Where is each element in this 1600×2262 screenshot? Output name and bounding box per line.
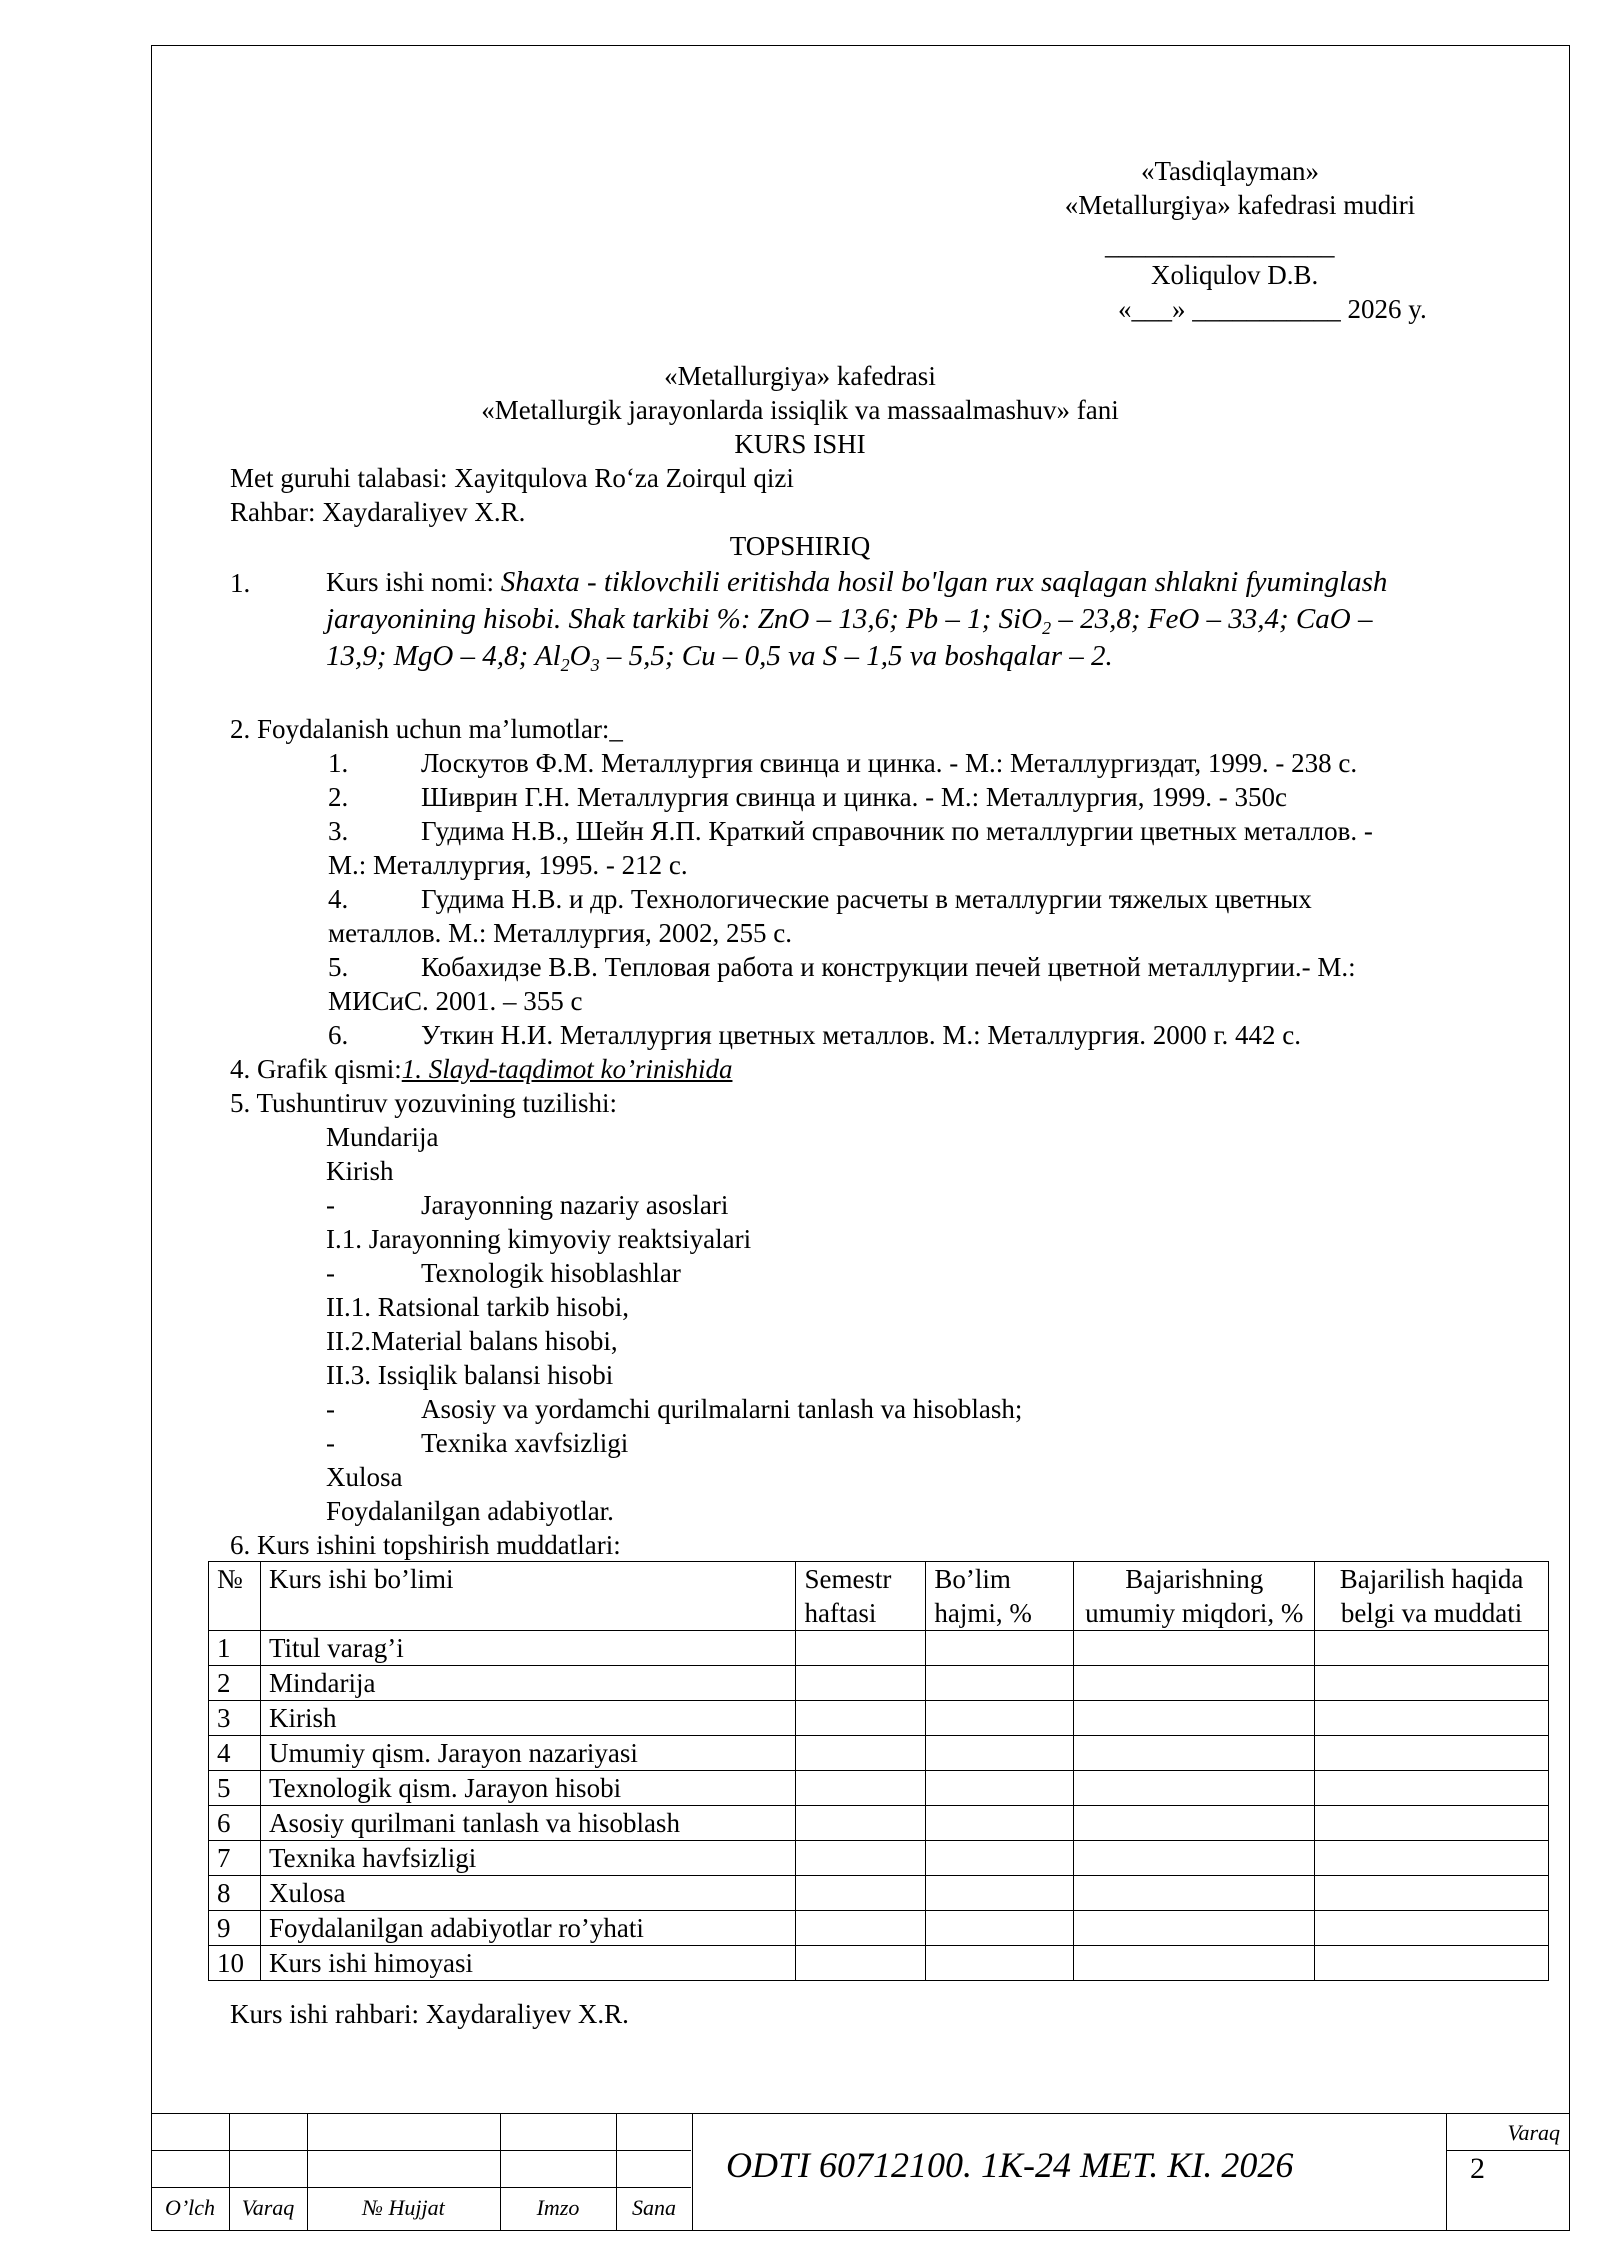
structure-item: II.2.Material balans hisobi, [326,1326,618,1356]
row-number: 10 [209,1946,261,1981]
row-section: Kirish [260,1701,795,1736]
grafik-value: 1. Slayd-taqdimot ko’rinishida [401,1054,733,1084]
ref-text: Гудима Н.В. и др. Технологические расчеты в металлургии тяжелых цветных [421,884,1312,914]
row-section: Xulosa [260,1876,795,1911]
structure-item: Mundarija [326,1122,439,1152]
ref-num: 4. [328,884,349,914]
table-row [209,1876,1549,1911]
structure-item: Asosiy va yordamchi qurilmalarni tanlash va hisoblash; [421,1394,1023,1424]
approval-date: «___» ___________ 2026 y. [1118,294,1427,324]
structure-item: Foydalanilgan adabiyotlar. [326,1496,614,1526]
row-section: Asosiy qurilmani tanlash va hisoblash [260,1806,795,1841]
table-row [209,1841,1549,1876]
table-row [209,1666,1549,1701]
item1-title-c: – 23,8; FeO – 33,4; CaO – [1051,603,1373,635]
stamp-col-label: Imzo [536,2195,580,2220]
structure-item: Jarayonning nazariy asoslari [421,1190,729,1220]
refs-title: 2. Foydalanish uchun ma’lumotlar:_ [230,714,623,744]
sheet-number: 2 [1470,2152,1485,2185]
grafik-line [230,1052,732,1086]
stamp-col-label: Sana [632,2195,676,2220]
header-cell: Bajarilish haqida belgi va muddati [1315,1562,1549,1631]
table-row [209,1946,1549,1981]
task-title: TOPSHIRIQ [729,531,871,561]
header-cell: № [209,1562,261,1631]
item1-title-d: 13,9; MgO – 4,8; Al [326,640,561,672]
row-section: Kurs ishi himoyasi [260,1946,795,1981]
ref-num: 6. [328,1020,349,1050]
row-number: 1 [209,1631,261,1666]
table-row [209,1701,1549,1736]
structure-item: Texnologik hisoblashlar [421,1258,681,1288]
row-number: 3 [209,1701,261,1736]
structure-dash: - [326,1394,335,1424]
item1-title-a: Shaxta - tiklovchili eritishda hosil bo'lgan rux saqlagan shlakni fyuminglash [500,566,1388,598]
signoff-line: Kurs ishi rahbari: Xaydaraliyev X.R. [230,1999,629,2029]
item1-title-b: jarayonining hisobi. Shak tarkibi %: ZnO – 13,6; Pb – 1; SiO [326,603,1043,635]
structure-item: II.1. Ratsional tarkib hisobi, [326,1292,629,1322]
row-section: Texnika havfsizligi [260,1841,795,1876]
row-number: 2 [209,1666,261,1701]
header-cell: Bajarishning umumiy miqdori, % [1074,1562,1315,1631]
subject-title: «Metallurgik jarayonlarda issiqlik va massaalmashuv» fani [481,395,1119,425]
ref-text-cont: металлов. М.: Металлургия, 2002, 255 с. [328,918,792,948]
row-section: Texnologik qism. Jarayon hisobi [260,1771,795,1806]
header-cell: Kurs ishi bo’limi [260,1562,795,1631]
grafik-label: 4. Grafik qismi: [230,1054,402,1084]
approval-name: Xoliqulov D.B. [1151,260,1319,290]
department-title: «Metallurgiya» kafedrasi [664,361,936,391]
structure-dash: - [326,1258,335,1288]
table-header-row [209,1562,1549,1631]
structure-dash: - [326,1190,335,1220]
ref-num: 5. [328,952,349,982]
table-row [209,1911,1549,1946]
item1-number: 1. [230,568,251,598]
table-row [209,1736,1549,1771]
row-number: 5 [209,1771,261,1806]
table-row [209,1771,1549,1806]
stamp-col-label: № Hujjat [362,2195,445,2220]
ref-text: Лоскутов Ф.М. Металлургия свинца и цинка. - М.: Металлургиздат, 1999. - 238 с. [421,748,1358,778]
approval-line1: «Tasdiqlayman» [1140,156,1320,186]
table-row [209,1631,1549,1666]
deadlines-table [208,1561,1549,1981]
structure-dash: - [326,1428,335,1458]
structure-item: Kirish [326,1156,394,1186]
ref-text: Кобахидзе В.В. Тепловая работа и конструкции печей цветной металлургии.- М.: [421,952,1356,982]
ref-num: 3. [328,816,349,846]
supervisor-line: Rahbar: Xaydaraliyev X.R. [230,497,526,527]
item1-line1 [326,564,1387,601]
ref-text-cont: МИСиС. 2001. – 355 с [328,986,583,1016]
table-row [209,1806,1549,1841]
structure-item: Texnika xavfsizligi [421,1428,629,1458]
structure-item: I.1. Jarayonning kimyoviy reaktsiyalari [326,1224,752,1254]
ref-num: 1. [328,748,349,778]
ref-text: Гудима Н.В., Шейн Я.П. Краткий справочник по металлургии цветных металлов. - [421,816,1373,846]
structure-item: II.3. Issiqlik balansi hisobi [326,1360,614,1390]
row-number: 4 [209,1736,261,1771]
structure-title: 5. Tushuntiruv yozuvining tuzilishi: [230,1088,618,1118]
stamp-col-label: Varaq [241,2195,295,2220]
row-section: Mindarija [260,1666,795,1701]
header-cell: Semestr haftasi [796,1562,926,1631]
ref-text: Уткин Н.И. Металлургия цветных металлов. М.: Металлургия. 2000 г. 442 с. [421,1020,1301,1050]
approval-signature-line: _________________ [1105,230,1335,260]
sheet-label: Varaq [1507,2120,1560,2145]
item1-label: Kurs ishi nomi: [326,567,501,597]
deadlines-title: 6. Kurs ishini topshirish muddatlari: [230,1530,621,1560]
row-section: Umumiy qism. Jarayon nazariyasi [260,1736,795,1771]
approval-line2: «Metallurgiya» kafedrasi mudiri [1064,190,1416,220]
row-section: Foydalanilgan adabiyotlar ro’yhati [260,1911,795,1946]
ref-num: 2. [328,782,349,812]
row-section: Titul varag’i [260,1631,795,1666]
row-number: 6 [209,1806,261,1841]
stamp-col-label: O’lch [164,2195,216,2220]
row-number: 8 [209,1876,261,1911]
ref-text: Шиврин Г.Н. Металлургия свинца и цинка. - М.: Металлургия, 1999. - 350с [421,782,1287,812]
work-title: KURS ISHI [734,429,866,459]
row-number: 9 [209,1911,261,1946]
header-cell: Bo’lim hajmi, % [926,1562,1074,1631]
item1-title-e: – 5,5; Cu – 0,5 va S – 1,5 va boshqalar – 2. [599,640,1113,672]
item1-line2: jarayonining hisobi. Shak tarkibi %: ZnO – 13,6; Pb – 1; SiO$_2$ – 23,8; FeO – 33,4; CaO – [326,603,1373,638]
row-number: 7 [209,1841,261,1876]
item1-line3: 13,9; MgO – 4,8; $Al_2O_3 - 5,5$; Cu – 0,5 va S – 1,5 va boshqalar – 2. [326,640,1113,675]
document-code: ODTI 60712100. 1K-24 MET. KI. 2026 [726,2145,1294,2185]
ref-text-cont: М.: Металлургия, 1995. - 212 с. [328,850,688,880]
structure-item: Xulosa [326,1462,403,1492]
student-line: Met guruhi talabasi: Xayitqulova Ro‘za Zoirqul qizi [230,463,794,493]
